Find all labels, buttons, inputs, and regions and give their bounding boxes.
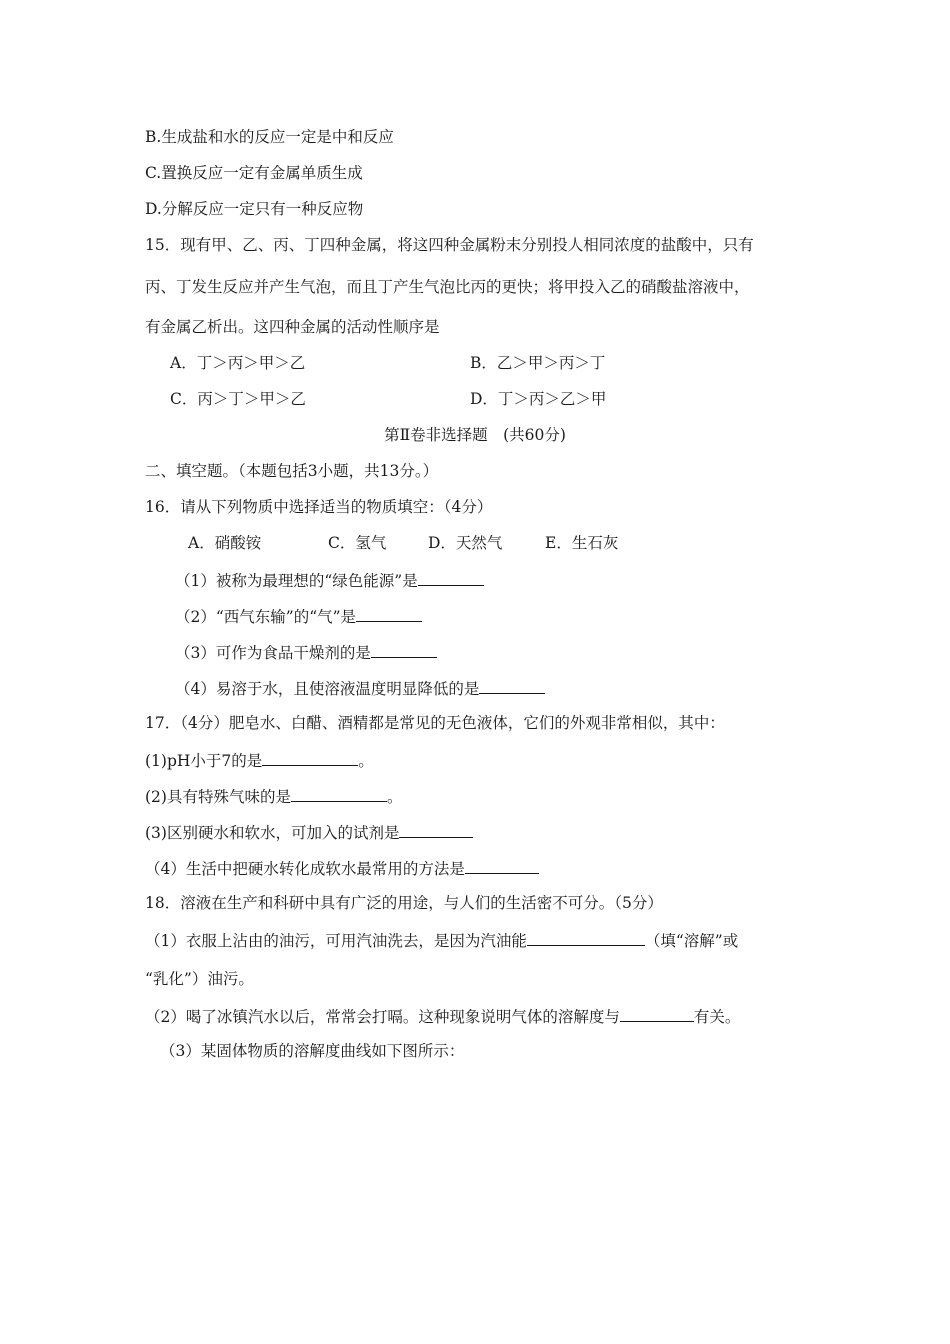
q14-option-c: C.置换反应一定有金属单质生成 (145, 164, 363, 182)
q14-option-b: B.生成盐和水的反应一定是中和反应 (145, 128, 394, 146)
q16-option-e: E．生石灰 (545, 534, 619, 552)
q16-sub3 (175, 641, 437, 663)
q18-sub2-blank[interactable] (620, 1005, 694, 1022)
q17-sub1-end: 。 (358, 752, 374, 770)
q14-option-d: D.分解反应一定只有一种反应物 (145, 200, 364, 218)
q15-option-a: A．丁＞丙＞甲＞乙 (170, 354, 306, 372)
q17-sub1-text: (1)pH小于7的是 (145, 752, 263, 770)
q18-sub3: （3）某固体物质的溶解度曲线如下图所示： (160, 1042, 465, 1060)
q15-option-d: D．丁＞丙＞乙＞甲 (470, 390, 607, 408)
q16-sub4 (175, 677, 545, 699)
q17-sub1 (145, 749, 374, 771)
q16-stem: 16．请从下列物质中选择适当的物质填空：（4分） (145, 498, 493, 516)
q17-sub2-end: 。 (386, 788, 403, 806)
section-heading: 二、填空题。（本题包括3小题，共13分。） (145, 462, 439, 480)
q16-sub1 (175, 569, 484, 591)
q15-option-c: C．丙＞丁＞甲＞乙 (170, 390, 306, 408)
q16-sub4-blank[interactable] (479, 677, 545, 694)
q17-sub2-text: (2)具有特殊气味的是 (145, 788, 291, 806)
q16-sub4-text: （4）易溶于水，且使溶液温度明显降低的是 (175, 680, 480, 698)
q17-sub3-text: (3)区别硬水和软水，可加入的试剂是 (145, 824, 400, 842)
q16-sub3-blank[interactable] (371, 641, 437, 658)
q16-option-c: C．氢气 (328, 534, 387, 552)
q18-sub1 (145, 929, 738, 951)
q18-sub2-text-b: 有关。 (693, 1008, 741, 1026)
q15-stem-line-1: 15．现有甲、乙、丙、丁四种金属，将这四种金属粉末分别投人相同浓度的盐酸中，只有 (145, 236, 754, 254)
q18-sub1-text-b: （填“溶解”或 (644, 932, 739, 950)
q18-sub1-continued: “乳化”）油污。 (145, 970, 254, 988)
q16-sub2-text: （2）“西气东输”的“气”是 (175, 608, 357, 626)
q16-sub2-blank[interactable] (356, 605, 422, 622)
q17-sub4-text: （4）生活中把硬水转化成软水最常用的方法是 (145, 860, 465, 878)
q16-sub1-text: （1）被称为最理想的“绿色能源”是 (175, 572, 418, 590)
q17-sub1-blank[interactable] (262, 749, 358, 766)
q18-sub1-blank[interactable] (527, 929, 645, 946)
q17-sub4-blank[interactable] (465, 857, 539, 874)
q16-option-a: A．硝酸铵 (188, 534, 262, 552)
q17-sub4 (145, 857, 539, 879)
q17-stem: 17．（4分）肥皂水、白醋、酒精都是常见的无色液体，它们的外观非常相似，其中： (145, 714, 725, 732)
q18-sub2-text-a: （2）喝了冰镇汽水以后，常常会打嗝。这种现象说明气体的溶解度与 (145, 1008, 620, 1026)
q15-stem-line-3: 有金属乙析出。这四种金属的活动性顺序是 (145, 318, 440, 336)
q15-option-b: B．乙＞甲＞丙＞丁 (470, 354, 606, 372)
q16-sub1-blank[interactable] (418, 569, 484, 586)
q18-sub2 (145, 1005, 740, 1027)
q17-sub3-blank[interactable] (399, 821, 473, 838)
q18-stem: 18．溶液在生产和科研中具有广泛的用途，与人们的生活密不可分。（5分） (145, 894, 663, 912)
section-title: 第Ⅱ卷非选择题 (共60分) (384, 426, 566, 444)
q15-stem-line-2: 丙、丁发生反应并产生气泡，而且丁产生气泡比丙的更快；将甲投入乙的硝酸盐溶液中， (145, 278, 750, 296)
q17-sub3 (145, 821, 473, 843)
q17-sub2 (145, 785, 402, 807)
q16-sub3-text: （3）可作为食品干燥剂的是 (175, 644, 371, 662)
q16-sub2 (175, 605, 422, 627)
q16-option-d: D．天然气 (428, 534, 503, 552)
q18-sub1-text-a: （1）衣服上沾由的油污，可用汽油洗去，是因为汽油能 (145, 932, 527, 950)
q17-sub2-blank[interactable] (291, 785, 387, 802)
